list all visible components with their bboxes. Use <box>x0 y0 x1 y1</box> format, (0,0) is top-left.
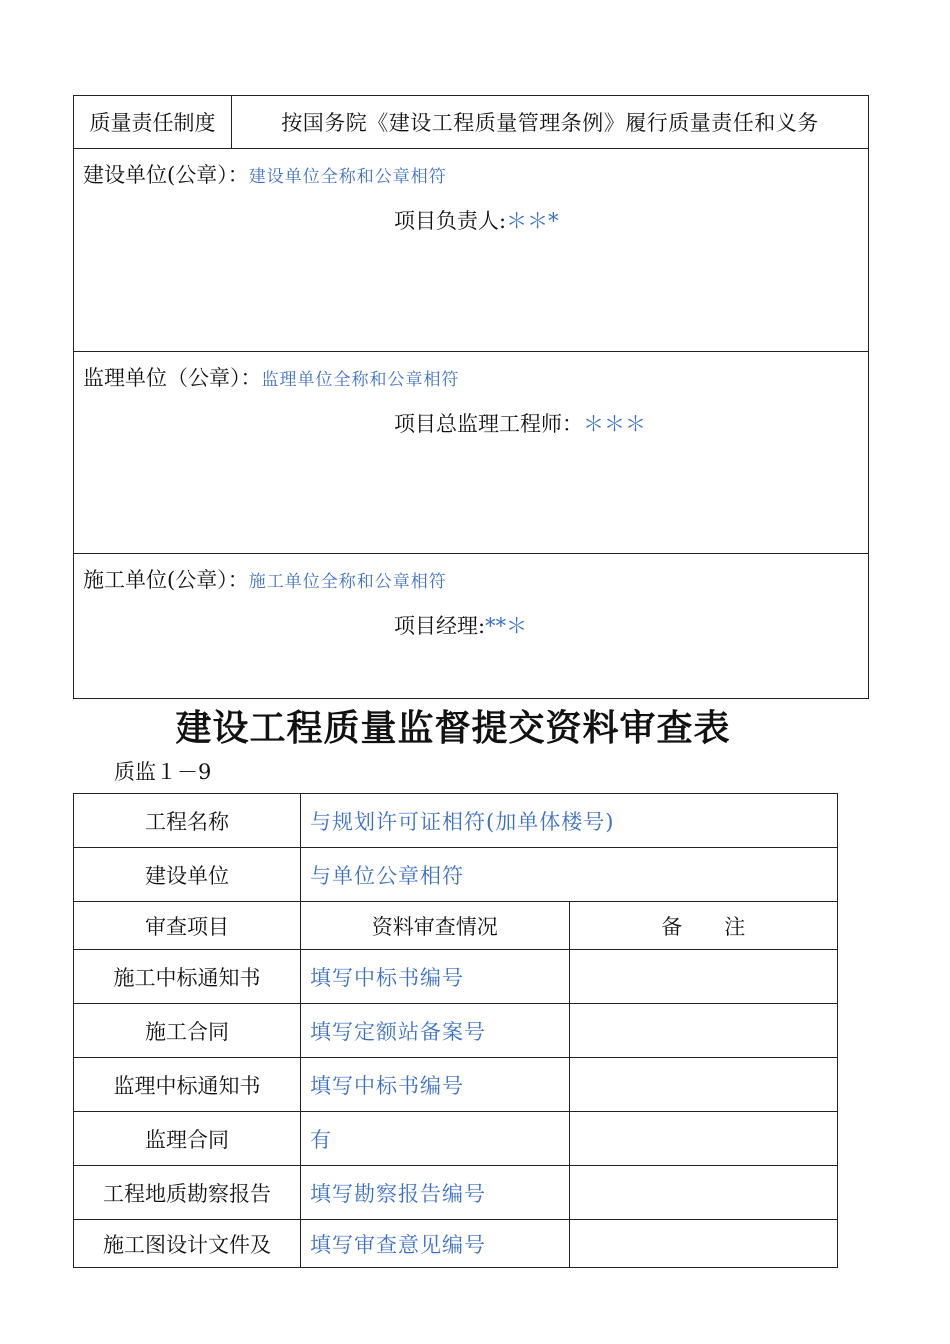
review-status: 有 <box>301 1112 570 1166</box>
header-item: 审查项目 <box>74 902 301 950</box>
review-item: 监理合同 <box>74 1112 301 1166</box>
construction-unit-label: 建设单位(公章）： <box>83 163 249 187</box>
document-title: 建设工程质量监督提交资料审查表 <box>175 708 731 749</box>
responsibility-value: 按国务院《建设工程质量管理条例》履行质量责任和义务 <box>281 111 819 135</box>
builder-value: 与单位公章相符 <box>301 848 838 902</box>
table-row <box>74 1166 838 1220</box>
review-item: 施工图设计文件及 <box>74 1220 301 1268</box>
review-item: 工程地质勘察报告 <box>74 1166 301 1220</box>
header-note: 备 注 <box>569 902 838 950</box>
builder-label: 建设单位 <box>74 848 301 902</box>
contractor-unit-hint: 施工单位全称和公章相符 <box>248 572 447 592</box>
review-item: 施工中标通知书 <box>74 950 301 1004</box>
project-name-row <box>74 794 838 848</box>
responsibility-row <box>74 96 868 149</box>
construction-unit-cell <box>74 149 868 352</box>
review-status: 填写中标书编号 <box>301 1058 570 1112</box>
form-code: 质监１－9 <box>114 760 212 784</box>
contractor-person-value: **＊ <box>485 614 528 638</box>
review-status: 填写定额站备案号 <box>301 1004 570 1058</box>
review-status: 填写勘察报告编号 <box>301 1166 570 1220</box>
construction-unit-hint: 建设单位全称和公章相符 <box>248 167 447 187</box>
review-note <box>569 1220 838 1268</box>
table-row <box>74 1112 838 1166</box>
review-note <box>569 1166 838 1220</box>
review-table <box>73 793 838 1268</box>
supervision-person-value: ＊＊＊ <box>583 412 646 436</box>
contractor-unit-cell <box>74 554 868 700</box>
construction-unit-line <box>83 159 447 189</box>
supervision-person-label: 项目总监理工程师： <box>394 412 583 436</box>
supervision-unit-line <box>83 362 460 392</box>
project-name-label: 工程名称 <box>74 794 301 848</box>
builder-row <box>74 848 838 902</box>
header-row <box>74 902 838 950</box>
contractor-person-label: 项目经理: <box>394 614 486 638</box>
construction-person-value: ＊＊* <box>506 209 559 233</box>
supervision-unit-cell <box>74 352 868 554</box>
supervision-person-line <box>394 408 646 438</box>
contractor-unit-line <box>83 564 447 594</box>
responsibility-label: 质量责任制度 <box>74 96 232 148</box>
review-status: 填写中标书编号 <box>301 950 570 1004</box>
construction-person-label: 项目负责人: <box>394 209 507 233</box>
table-row <box>74 1004 838 1058</box>
supervision-unit-label: 监理单位（公章）： <box>83 366 262 390</box>
review-note <box>569 1058 838 1112</box>
review-note <box>569 950 838 1004</box>
contractor-person-line <box>394 610 527 640</box>
table-row <box>74 950 838 1004</box>
review-item: 施工合同 <box>74 1004 301 1058</box>
review-status: 填写审查意见编号 <box>301 1220 570 1268</box>
table-row <box>74 1220 838 1268</box>
header-status: 资料审查情况 <box>301 902 570 950</box>
review-note <box>569 1004 838 1058</box>
review-item: 监理中标通知书 <box>74 1058 301 1112</box>
review-note <box>569 1112 838 1166</box>
construction-person-line <box>394 205 559 235</box>
responsibility-table <box>73 95 869 699</box>
table-row <box>74 1058 838 1112</box>
project-name-value: 与规划许可证相符(加单体楼号) <box>301 794 838 848</box>
supervision-unit-hint: 监理单位全称和公章相符 <box>261 370 460 390</box>
contractor-unit-label: 施工单位(公章）： <box>83 568 249 592</box>
